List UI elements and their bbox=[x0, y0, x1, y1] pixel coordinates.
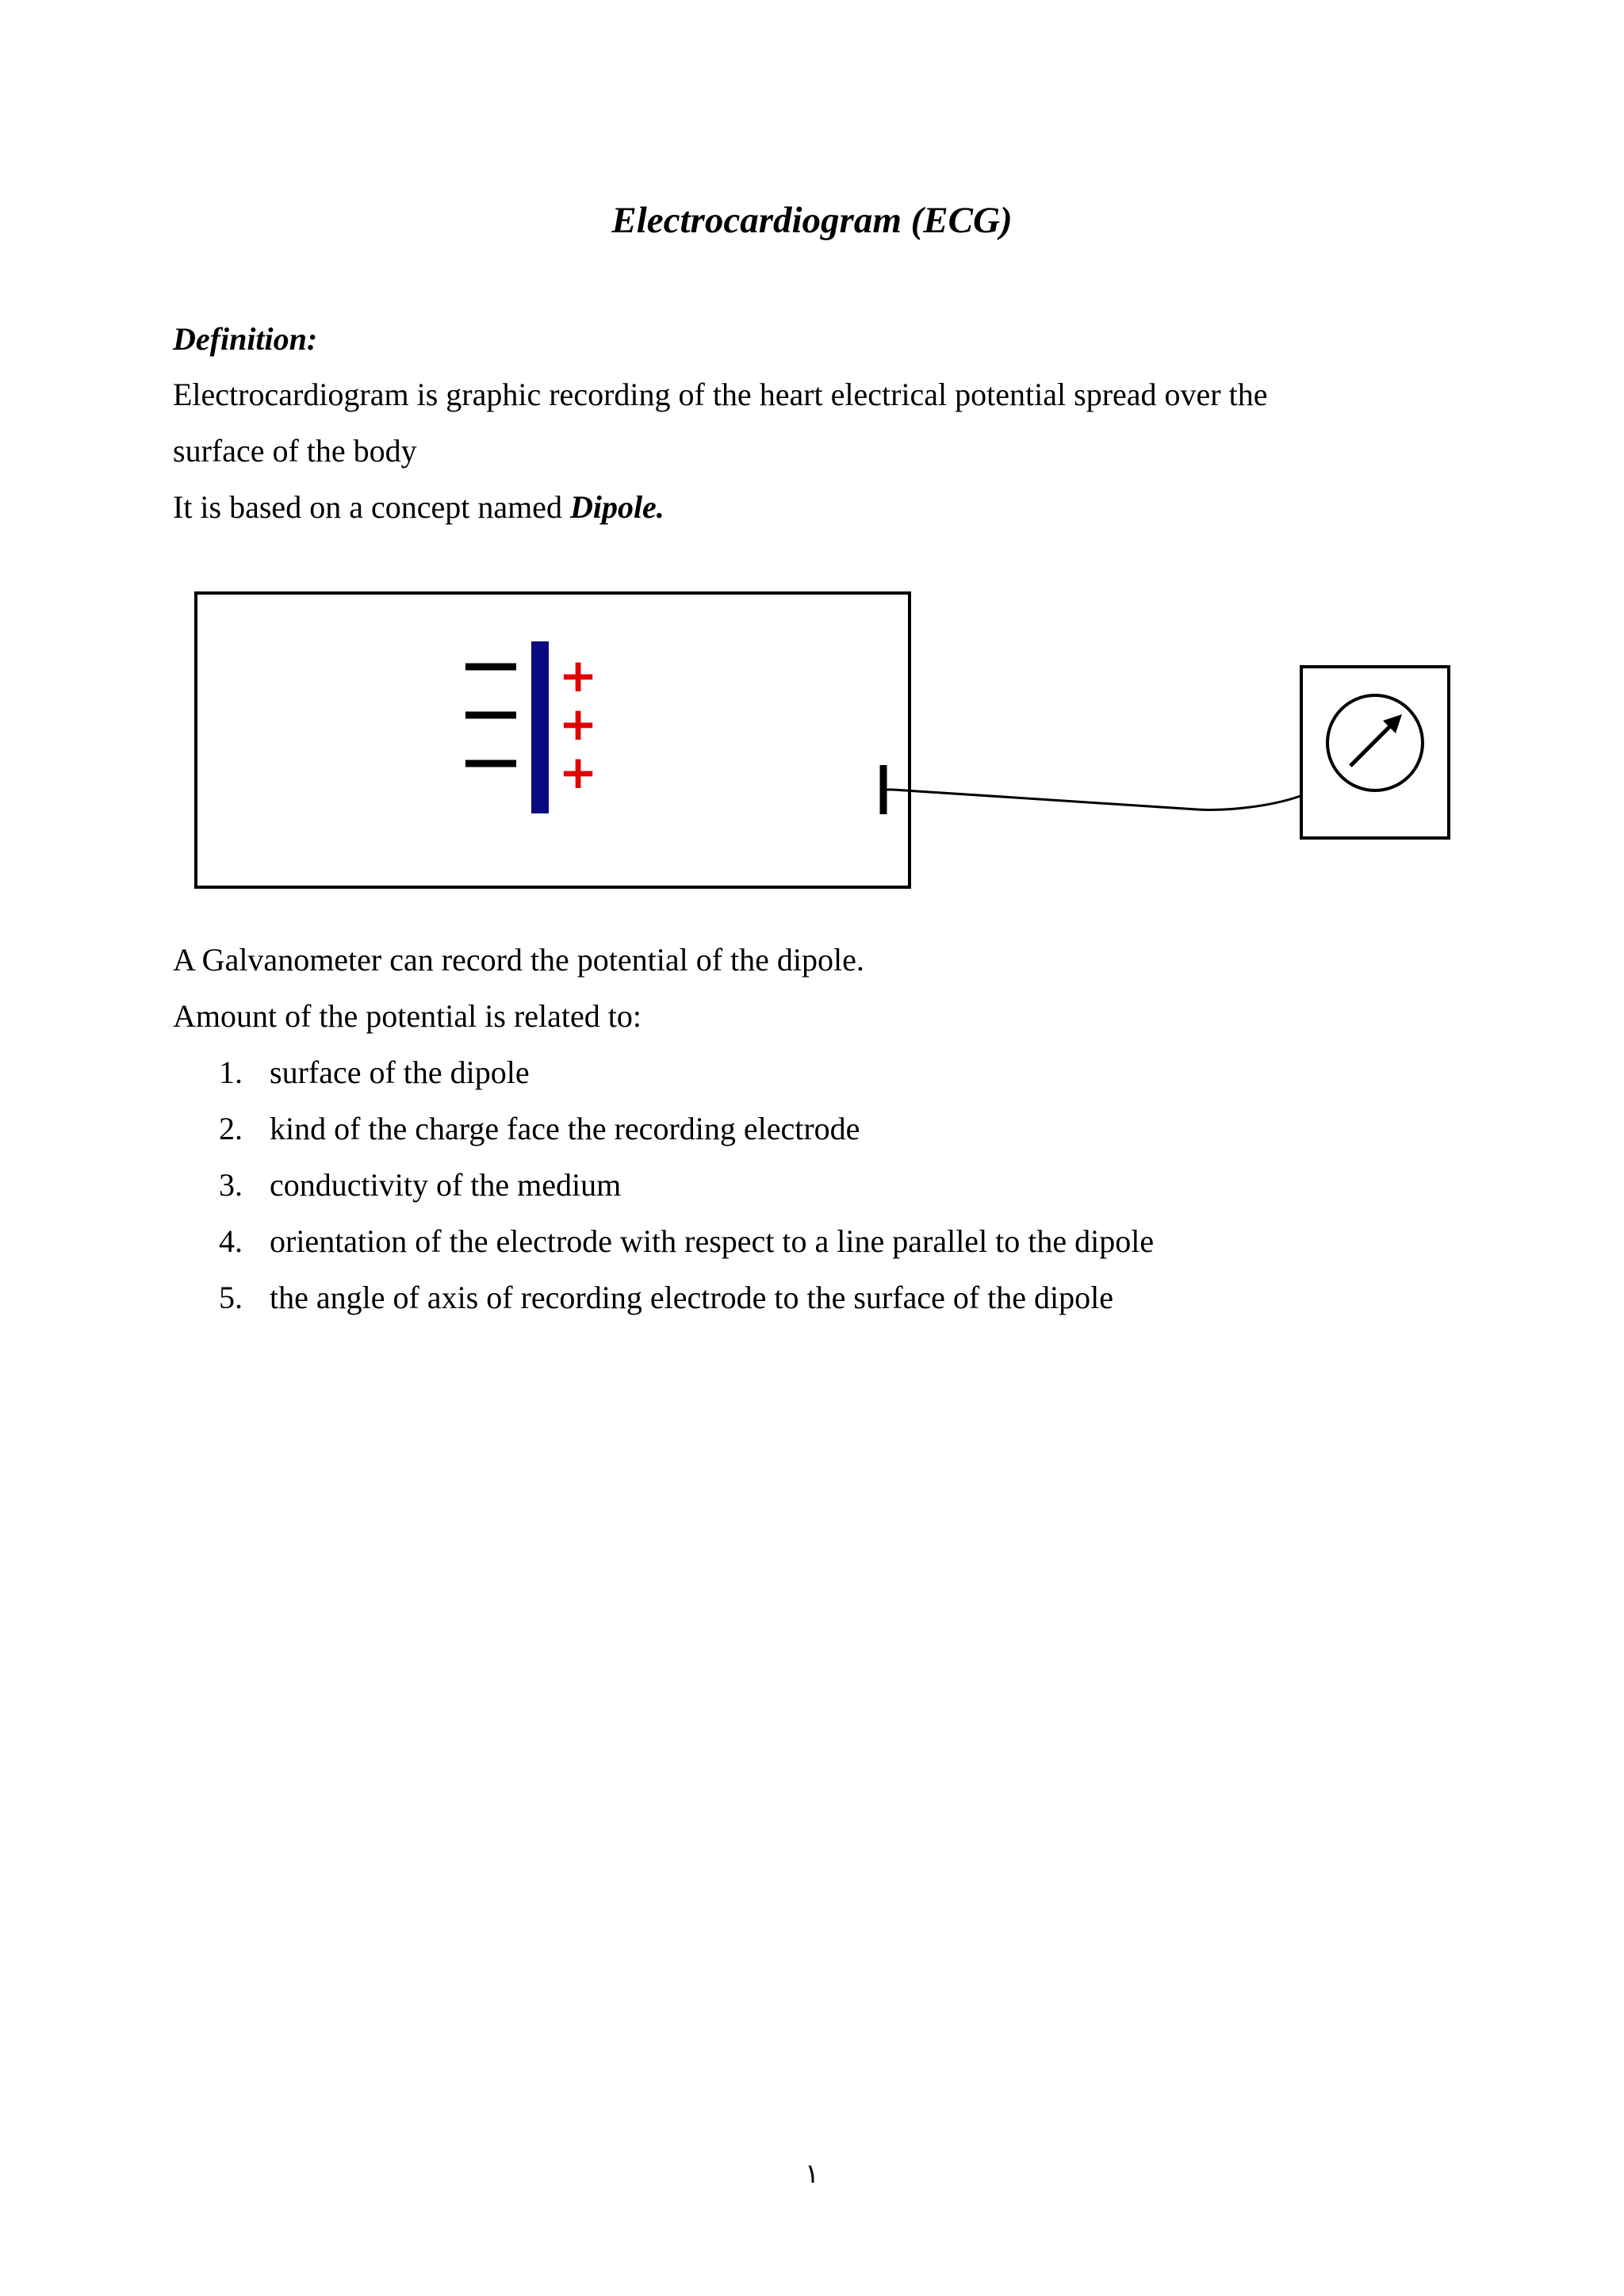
galvanometer-box bbox=[1301, 667, 1449, 838]
galvanometer-dial-icon bbox=[1327, 695, 1423, 790]
positive-charge: + bbox=[558, 649, 598, 702]
list-item-number: 2. bbox=[219, 1111, 243, 1146]
medium-box bbox=[196, 593, 910, 887]
positive-charge: + bbox=[558, 697, 598, 751]
galvanometer-needle-arrowhead bbox=[1383, 714, 1402, 733]
list-item-text: the angle of axis of recording electrode to the surface of the dipole bbox=[270, 1280, 1114, 1315]
list-item-number: 3. bbox=[219, 1167, 243, 1203]
list-item-number: 1. bbox=[219, 1054, 243, 1090]
definition-line-1: Electrocardiogram is graphic recording of the heart electrical potential spread over the bbox=[173, 377, 1268, 412]
positive-charge: + bbox=[558, 745, 598, 799]
list-item-number: 4. bbox=[219, 1223, 243, 1259]
galvanometer-needle bbox=[1350, 725, 1391, 766]
connecting-wire bbox=[893, 790, 1300, 809]
amount-intro: Amount of the potential is related to: bbox=[173, 998, 642, 1034]
definition-line-2: surface of the body bbox=[173, 433, 417, 469]
list-item-text: orientation of the electrode with respect to a line parallel to the dipole bbox=[270, 1223, 1155, 1259]
galvanometer-text: A Galvanometer can record the potential of the dipole. bbox=[173, 942, 864, 978]
dipole-term: Dipole. bbox=[569, 489, 665, 525]
list-item bbox=[219, 1107, 860, 1151]
list-item-text: kind of the charge face the recording electrode bbox=[270, 1111, 860, 1146]
list-item bbox=[219, 1276, 1113, 1320]
definition-line-3-prefix: It is based on a concept named bbox=[173, 489, 570, 525]
list-item-text: conductivity of the medium bbox=[270, 1167, 622, 1203]
list-item bbox=[219, 1219, 1154, 1264]
list-item-number: 5. bbox=[219, 1280, 243, 1315]
definition-heading: Definition: bbox=[173, 321, 318, 357]
dipole-bar bbox=[531, 641, 549, 813]
page-title: Electrocardiogram (ECG) bbox=[611, 200, 1013, 241]
page-number: ١ bbox=[804, 2158, 820, 2190]
list-item bbox=[219, 1050, 530, 1095]
list-item bbox=[219, 1163, 621, 1207]
definition-line-3 bbox=[173, 485, 665, 530]
list-item-text: surface of the dipole bbox=[270, 1054, 530, 1090]
